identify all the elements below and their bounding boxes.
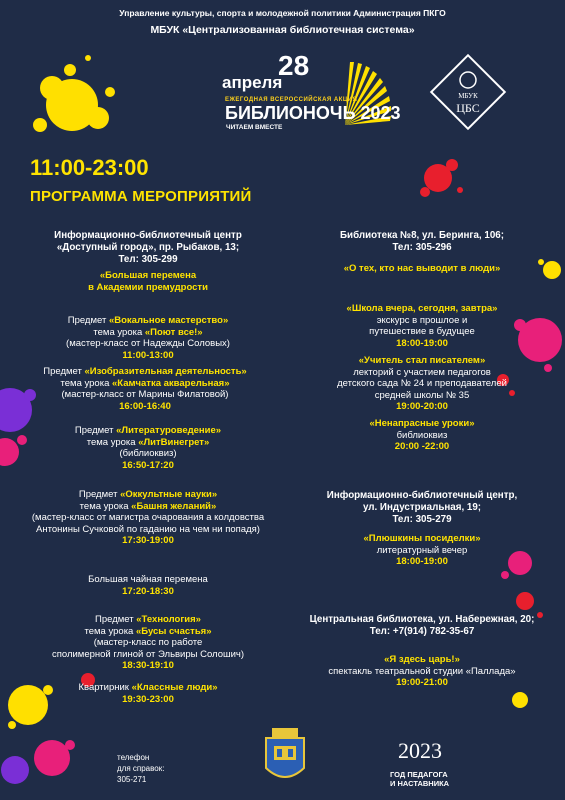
right-promo: «О тех, кто нас выводит в люди» (343, 263, 501, 274)
kvartirnik: Квартирник «Классные люди» 19:30-23:00 (78, 682, 218, 705)
yellow-splash (33, 55, 115, 132)
right-item-2: «Учитель стал писателем» лекторий с участием педагогов детского сада № 24 и преподавателей средней школы № 35 19:00-20:00 (337, 355, 507, 413)
program-heading: ПРОГРАММА МЕРОПРИЯТИЙ (30, 188, 252, 205)
left-item-2: Предмет «Изобразительная деятельность» тема урока «Камчатка акварельная» (мастер-класс от Марины Филатовой) 16:00-16:40 (43, 366, 247, 412)
red-splash (420, 159, 463, 197)
left-item-1: Предмет «Вокальное мастерство» тема урока «Поют все!» (мастер-класс от Надежды Соловых) 11:00-13:00 (66, 315, 230, 361)
left-item-tech: Предмет «Технология» тема урока «Бусы счастья» (мастер-класс по работе сполимерной глиной от Эльвиры Солошич) 18:30-19:10 (51, 614, 245, 672)
event-tagline: ЕЖЕГОДНАЯ ВСЕРОССИЙСКАЯ АКЦИЯ (225, 97, 358, 103)
left-item-4: Предмет «Оккультные науки» тема урока «Башня желаний» (мастер-класс от магистра очарования а колдовства Антонины Сучковой по гаданию на чем ни попадя) 17:30-19:00 (31, 489, 265, 547)
event-day: 28 (278, 50, 310, 81)
left-item-3: Предмет «Литературоведение» тема урока «ЛитВинегрет» (библиоквиз) 16:50-17:20 (74, 425, 222, 471)
right-central: Центральная библиотека, ул. Набережная, 20; Тел: +7(914) 782-35-67 (309, 614, 535, 637)
left-venue: Информационно-библиотечный центр «Доступный город», пр. Рыбаков, 13; Тел: 305-299 (54, 230, 242, 265)
reference-phone: телефон для справок: 305-271 (117, 753, 165, 784)
event-month: апреля (222, 73, 283, 92)
schedule-hours: 11:00-23:00 (30, 155, 149, 180)
right-item-1: «Школа вчера, сегодня, завтра» экскурс в прошлое и путешествие в будущее 18:00-19:00 (346, 303, 498, 349)
right-tsar: «Я здесь царь!» спектакль театральной студии «Паллада» 19:00-21:00 (328, 654, 516, 689)
year-of-teacher-label: ГОД ПЕДАГОГА И НАСТАВНИКА (390, 770, 450, 788)
logo-line1: МБУК (458, 92, 478, 100)
tea-break: Большая чайная перемена 17:20-18:30 (88, 574, 208, 597)
event-slogan: ЧИТАЕМ ВМЕСТЕ (226, 124, 283, 131)
year-of-teacher-number: 2023 (398, 738, 442, 763)
admin-line: Управление культуры, спорта и молодежной политики Администрация ПКГО (119, 8, 446, 18)
event-title: БИБЛИОНОЧЬ 2023 (225, 103, 401, 123)
logo-line2: ЦБС (456, 101, 480, 115)
right-lib8: Библиотека №8, ул. Беринга, 106; Тел: 305-296 (340, 230, 504, 253)
right-plyushkin: «Плюшкины посиделки» литературный вечер 18:00-19:00 (363, 533, 481, 568)
right-item-3: «Ненапрасные уроки» библиоквиз 20:00 -22:00 (369, 418, 475, 453)
cbs-logo (428, 52, 508, 132)
city-coat-of-arms (262, 726, 308, 788)
right-ibc: Информационно-библиотечный центр, ул. Индустриальная, 19; Тел: 305-279 (326, 490, 518, 525)
left-promo: «Большая перемена в Академии премудрости (88, 270, 208, 293)
org-line: МБУК «Централизованная библиотечная система» (150, 24, 415, 36)
